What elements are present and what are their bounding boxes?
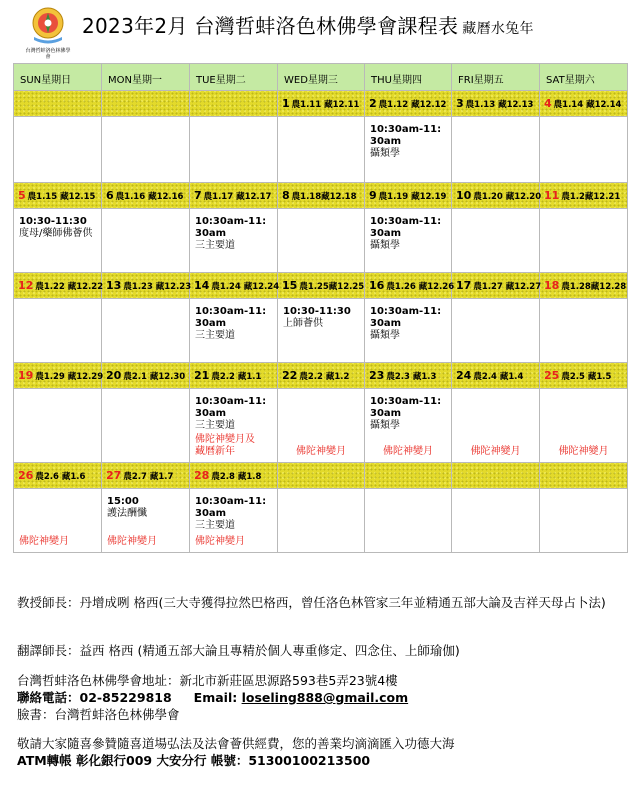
event-time: 10:30-11:30 <box>19 216 87 227</box>
event-entry <box>190 209 277 252</box>
date-cell <box>365 273 455 299</box>
event-cell <box>540 489 628 553</box>
event-description: 度母/藥師佛薈供 <box>19 228 93 239</box>
date-cell <box>14 463 102 489</box>
day-number: 18 <box>544 279 560 292</box>
event-time: 10:30am-11:30am <box>370 306 442 329</box>
date-cell <box>452 273 540 299</box>
event-description: 護法酬懺 <box>107 508 147 519</box>
day-number: 11 <box>544 189 560 202</box>
day-number: 17 <box>456 279 472 292</box>
lunar-tibetan-date: 農1.18藏12.18 <box>291 192 357 202</box>
date-row <box>14 183 628 209</box>
event-entry <box>365 209 451 252</box>
event-entry <box>365 389 451 432</box>
event-cell <box>14 209 102 273</box>
calendar-table <box>13 63 628 553</box>
lunar-tibetan-date: 農1.20 藏12.20 <box>473 192 542 202</box>
event-cell <box>102 299 190 363</box>
date-cell <box>190 273 278 299</box>
day-number: 2 <box>369 97 377 110</box>
date-cell <box>190 183 278 209</box>
day-number: 27 <box>106 469 122 482</box>
event-cell <box>102 489 190 553</box>
event-cell <box>190 117 278 183</box>
day-number: 5 <box>18 189 26 202</box>
lunar-tibetan-date: 農2.2 藏1.1 <box>211 372 262 382</box>
event-time: 10:30-11:30 <box>283 306 351 317</box>
event-note: 佛陀神變月 <box>383 446 433 457</box>
event-cell <box>452 299 540 363</box>
event-description: 上師薈供 <box>283 318 323 329</box>
date-cell <box>14 363 102 389</box>
lunar-tibetan-date: 農2.7 藏1.7 <box>123 472 174 482</box>
date-row <box>14 363 628 389</box>
date-cell <box>452 463 540 489</box>
event-entry <box>278 299 364 330</box>
page-title <box>82 10 534 39</box>
event-cell <box>190 489 278 553</box>
date-cell <box>365 183 452 209</box>
event-cell <box>365 299 452 363</box>
event-cell <box>278 489 365 553</box>
lunar-tibetan-date: 農2.3 藏1.3 <box>386 372 437 382</box>
date-cell <box>102 183 190 209</box>
event-cell <box>14 117 102 183</box>
date-cell <box>14 91 102 117</box>
lunar-tibetan-date: 農1.27 藏12.27 <box>473 282 542 292</box>
event-cell <box>452 389 540 463</box>
day-number: 9 <box>369 189 377 202</box>
day-number: 21 <box>194 369 210 382</box>
event-row <box>14 489 628 553</box>
event-note: 佛陀神變月 <box>470 446 521 457</box>
lunar-tibetan-date: 農2.5 藏1.5 <box>561 372 612 382</box>
day-number: 7 <box>194 189 202 202</box>
event-cell <box>540 117 628 183</box>
weekday-header: FRI星期五 <box>452 64 540 91</box>
date-cell <box>278 183 365 209</box>
date-cell <box>14 183 102 209</box>
lunar-tibetan-date: 農1.14 藏12.14 <box>553 100 622 110</box>
date-cell <box>102 463 190 489</box>
event-cell <box>365 389 452 463</box>
event-cell <box>278 117 365 183</box>
weekday-header-row <box>14 64 628 91</box>
event-row <box>14 389 628 463</box>
event-cell <box>14 299 102 363</box>
event-cell <box>190 209 278 273</box>
facebook-info: 臉書：台灣哲蚌洛色林佛學會 <box>17 707 180 722</box>
event-description: 三主要道 <box>195 420 235 431</box>
lunar-tibetan-date: 農1.25藏12.25 <box>299 282 365 292</box>
day-number: 15 <box>282 279 298 292</box>
event-description: 三主要道 <box>195 240 235 251</box>
event-note: 佛陀神變月 <box>558 446 609 457</box>
atm-info: ATM轉帳 彰化銀行009 大安分行 帳號：51300100213500 <box>17 753 371 768</box>
event-cell <box>452 117 540 183</box>
day-number: 14 <box>194 279 210 292</box>
day-number: 24 <box>456 369 472 382</box>
date-cell <box>14 273 102 299</box>
date-cell <box>365 463 452 489</box>
event-description: 三主要道 <box>195 520 235 531</box>
lunar-tibetan-date: 農1.12 藏12.12 <box>378 100 447 110</box>
date-cell <box>365 363 452 389</box>
event-cell <box>102 389 190 463</box>
event-cell <box>190 389 278 463</box>
event-cell <box>102 117 190 183</box>
date-cell <box>278 273 365 299</box>
event-cell <box>540 389 628 463</box>
event-cell <box>540 209 628 273</box>
event-cell <box>540 299 628 363</box>
event-description: 三主要道 <box>195 330 235 341</box>
weekday-header: WED星期三 <box>278 64 365 91</box>
header <box>0 0 638 62</box>
email-label: Email: <box>193 690 242 705</box>
event-entry <box>190 299 277 342</box>
lunar-tibetan-date: 農2.6 藏1.6 <box>35 472 86 482</box>
event-cell <box>14 489 102 553</box>
day-number: 12 <box>18 279 34 292</box>
lunar-tibetan-date: 農1.24 藏12.24 <box>211 282 280 292</box>
date-cell <box>190 363 278 389</box>
event-cell <box>102 209 190 273</box>
day-number: 22 <box>282 369 298 382</box>
lunar-tibetan-date: 農1.22 藏12.22 <box>35 282 104 292</box>
day-number: 1 <box>282 97 290 110</box>
translator-info: 翻譯師長：益西 格西 (精通五部大論且專精於個人專重修定、四念住、上師瑜伽) <box>17 643 460 658</box>
contact-line <box>17 689 627 706</box>
event-time: 10:30am-11:30am <box>370 124 442 147</box>
event-entry <box>14 209 101 240</box>
event-time: 15:00 <box>107 496 139 507</box>
lunar-tibetan-date: 農2.1 藏12.30 <box>123 372 186 382</box>
weekday-header: SAT星期六 <box>540 64 628 91</box>
event-entry <box>190 489 277 532</box>
lunar-tibetan-date: 農1.11 藏12.11 <box>291 100 360 110</box>
day-number: 25 <box>544 369 560 382</box>
phone-number: 聯絡電話：02-85229818 <box>17 690 172 705</box>
organization-emblem-icon <box>28 4 68 52</box>
lunar-tibetan-date: 農2.2 藏1.2 <box>299 372 350 382</box>
date-row <box>14 463 628 489</box>
event-cell <box>278 299 365 363</box>
date-cell <box>278 463 365 489</box>
date-cell <box>365 91 452 117</box>
event-description: 攝類學 <box>370 330 400 341</box>
lunar-tibetan-date: 農1.26 藏12.26 <box>386 282 455 292</box>
event-description: 攝類學 <box>370 148 400 159</box>
day-number: 3 <box>456 97 464 110</box>
teacher-info: 教授師長：丹增成咧 格西(三大寺獲得拉然巴格西，曾任洛色林管家三年並精通五部大論及吉祥天母占卜法) <box>17 595 606 610</box>
event-cell <box>278 209 365 273</box>
event-row <box>14 299 628 363</box>
event-note: 佛陀神變月及藏曆新年 <box>195 434 255 457</box>
date-row <box>14 91 628 117</box>
event-entry <box>365 299 451 342</box>
lunar-tibetan-date: 農1.2藏12.21 <box>561 192 621 202</box>
date-cell <box>452 91 540 117</box>
event-time: 10:30am-11:30am <box>195 496 267 519</box>
weekday-header: THU星期四 <box>365 64 452 91</box>
event-time: 10:30am-11:30am <box>195 216 267 239</box>
event-cell <box>452 489 540 553</box>
event-note: 佛陀神變月 <box>195 536 245 547</box>
lunar-tibetan-date: 農1.17 藏12.17 <box>203 192 272 202</box>
day-number: 19 <box>18 369 34 382</box>
event-note: 佛陀神變月 <box>19 536 69 547</box>
event-cell <box>365 209 452 273</box>
date-cell <box>190 91 278 117</box>
day-number: 20 <box>106 369 122 382</box>
day-number: 4 <box>544 97 552 110</box>
title-subtitle: 藏曆水兔年 <box>462 21 534 37</box>
event-time: 10:30am-11:30am <box>370 396 442 419</box>
date-cell <box>102 91 190 117</box>
event-cell <box>365 117 452 183</box>
logo-caption: 台灣哲蚌洛色林佛學會 <box>25 48 71 60</box>
event-cell <box>190 299 278 363</box>
date-cell <box>190 463 278 489</box>
day-number: 6 <box>106 189 114 202</box>
event-cell <box>278 389 365 463</box>
lunar-tibetan-date: 農1.19 藏12.19 <box>378 192 447 202</box>
lunar-tibetan-date: 農1.13 藏12.13 <box>465 100 534 110</box>
day-number: 8 <box>282 189 290 202</box>
event-note: 佛陀神變月 <box>107 536 157 547</box>
event-cell <box>365 489 452 553</box>
lunar-tibetan-date: 農1.28藏12.28 <box>561 282 627 292</box>
day-number: 23 <box>369 369 385 382</box>
email-link[interactable]: loseling888@gmail.com <box>241 690 409 705</box>
lunar-tibetan-date: 農1.29 藏12.29 <box>35 372 104 382</box>
event-entry <box>365 117 451 160</box>
event-entry <box>190 389 277 432</box>
weekday-header: MON星期一 <box>102 64 190 91</box>
date-cell <box>278 363 365 389</box>
title-main: 2023年2月 台灣哲蚌洛色林佛學會課程表 <box>82 14 459 38</box>
event-description: 攝類學 <box>370 420 400 431</box>
date-cell <box>102 273 190 299</box>
day-number: 28 <box>194 469 210 482</box>
event-row <box>14 209 628 273</box>
lunar-tibetan-date: 農1.23 藏12.23 <box>123 282 192 292</box>
donation-info: 敬請大家隨喜參贊隨喜道場弘法及法會薈供經費，您的善業均滴滴匯入功德大海 <box>17 736 455 751</box>
event-cell <box>14 389 102 463</box>
event-time: 10:30am-11:30am <box>370 216 442 239</box>
address-info: 台灣哲蚌洛色林佛學會地址：新北市新莊區思源路593巷5弄23號4樓 <box>17 673 398 688</box>
date-cell <box>540 363 628 389</box>
event-cell <box>452 209 540 273</box>
day-number: 16 <box>369 279 385 292</box>
lunar-tibetan-date: 農2.8 藏1.8 <box>211 472 262 482</box>
weekday-header: SUN星期日 <box>14 64 102 91</box>
date-row <box>14 273 628 299</box>
weekday-header: TUE星期二 <box>190 64 278 91</box>
event-note: 佛陀神變月 <box>296 446 346 457</box>
event-description: 攝類學 <box>370 240 400 251</box>
date-cell <box>102 363 190 389</box>
lunar-tibetan-date: 農1.15 藏12.15 <box>27 192 96 202</box>
date-cell <box>540 273 628 299</box>
date-cell <box>452 363 540 389</box>
date-cell <box>540 91 628 117</box>
event-entry <box>102 489 189 520</box>
date-cell <box>452 183 540 209</box>
day-number: 10 <box>456 189 472 202</box>
lunar-tibetan-date: 農1.16 藏12.16 <box>115 192 184 202</box>
day-number: 13 <box>106 279 122 292</box>
event-time: 10:30am-11:30am <box>195 306 267 329</box>
lunar-tibetan-date: 農2.4 藏1.4 <box>473 372 524 382</box>
event-row <box>14 117 628 183</box>
day-number: 26 <box>18 469 34 482</box>
date-cell <box>278 91 365 117</box>
date-cell <box>540 183 628 209</box>
date-cell <box>540 463 628 489</box>
event-time: 10:30am-11:30am <box>195 396 267 419</box>
